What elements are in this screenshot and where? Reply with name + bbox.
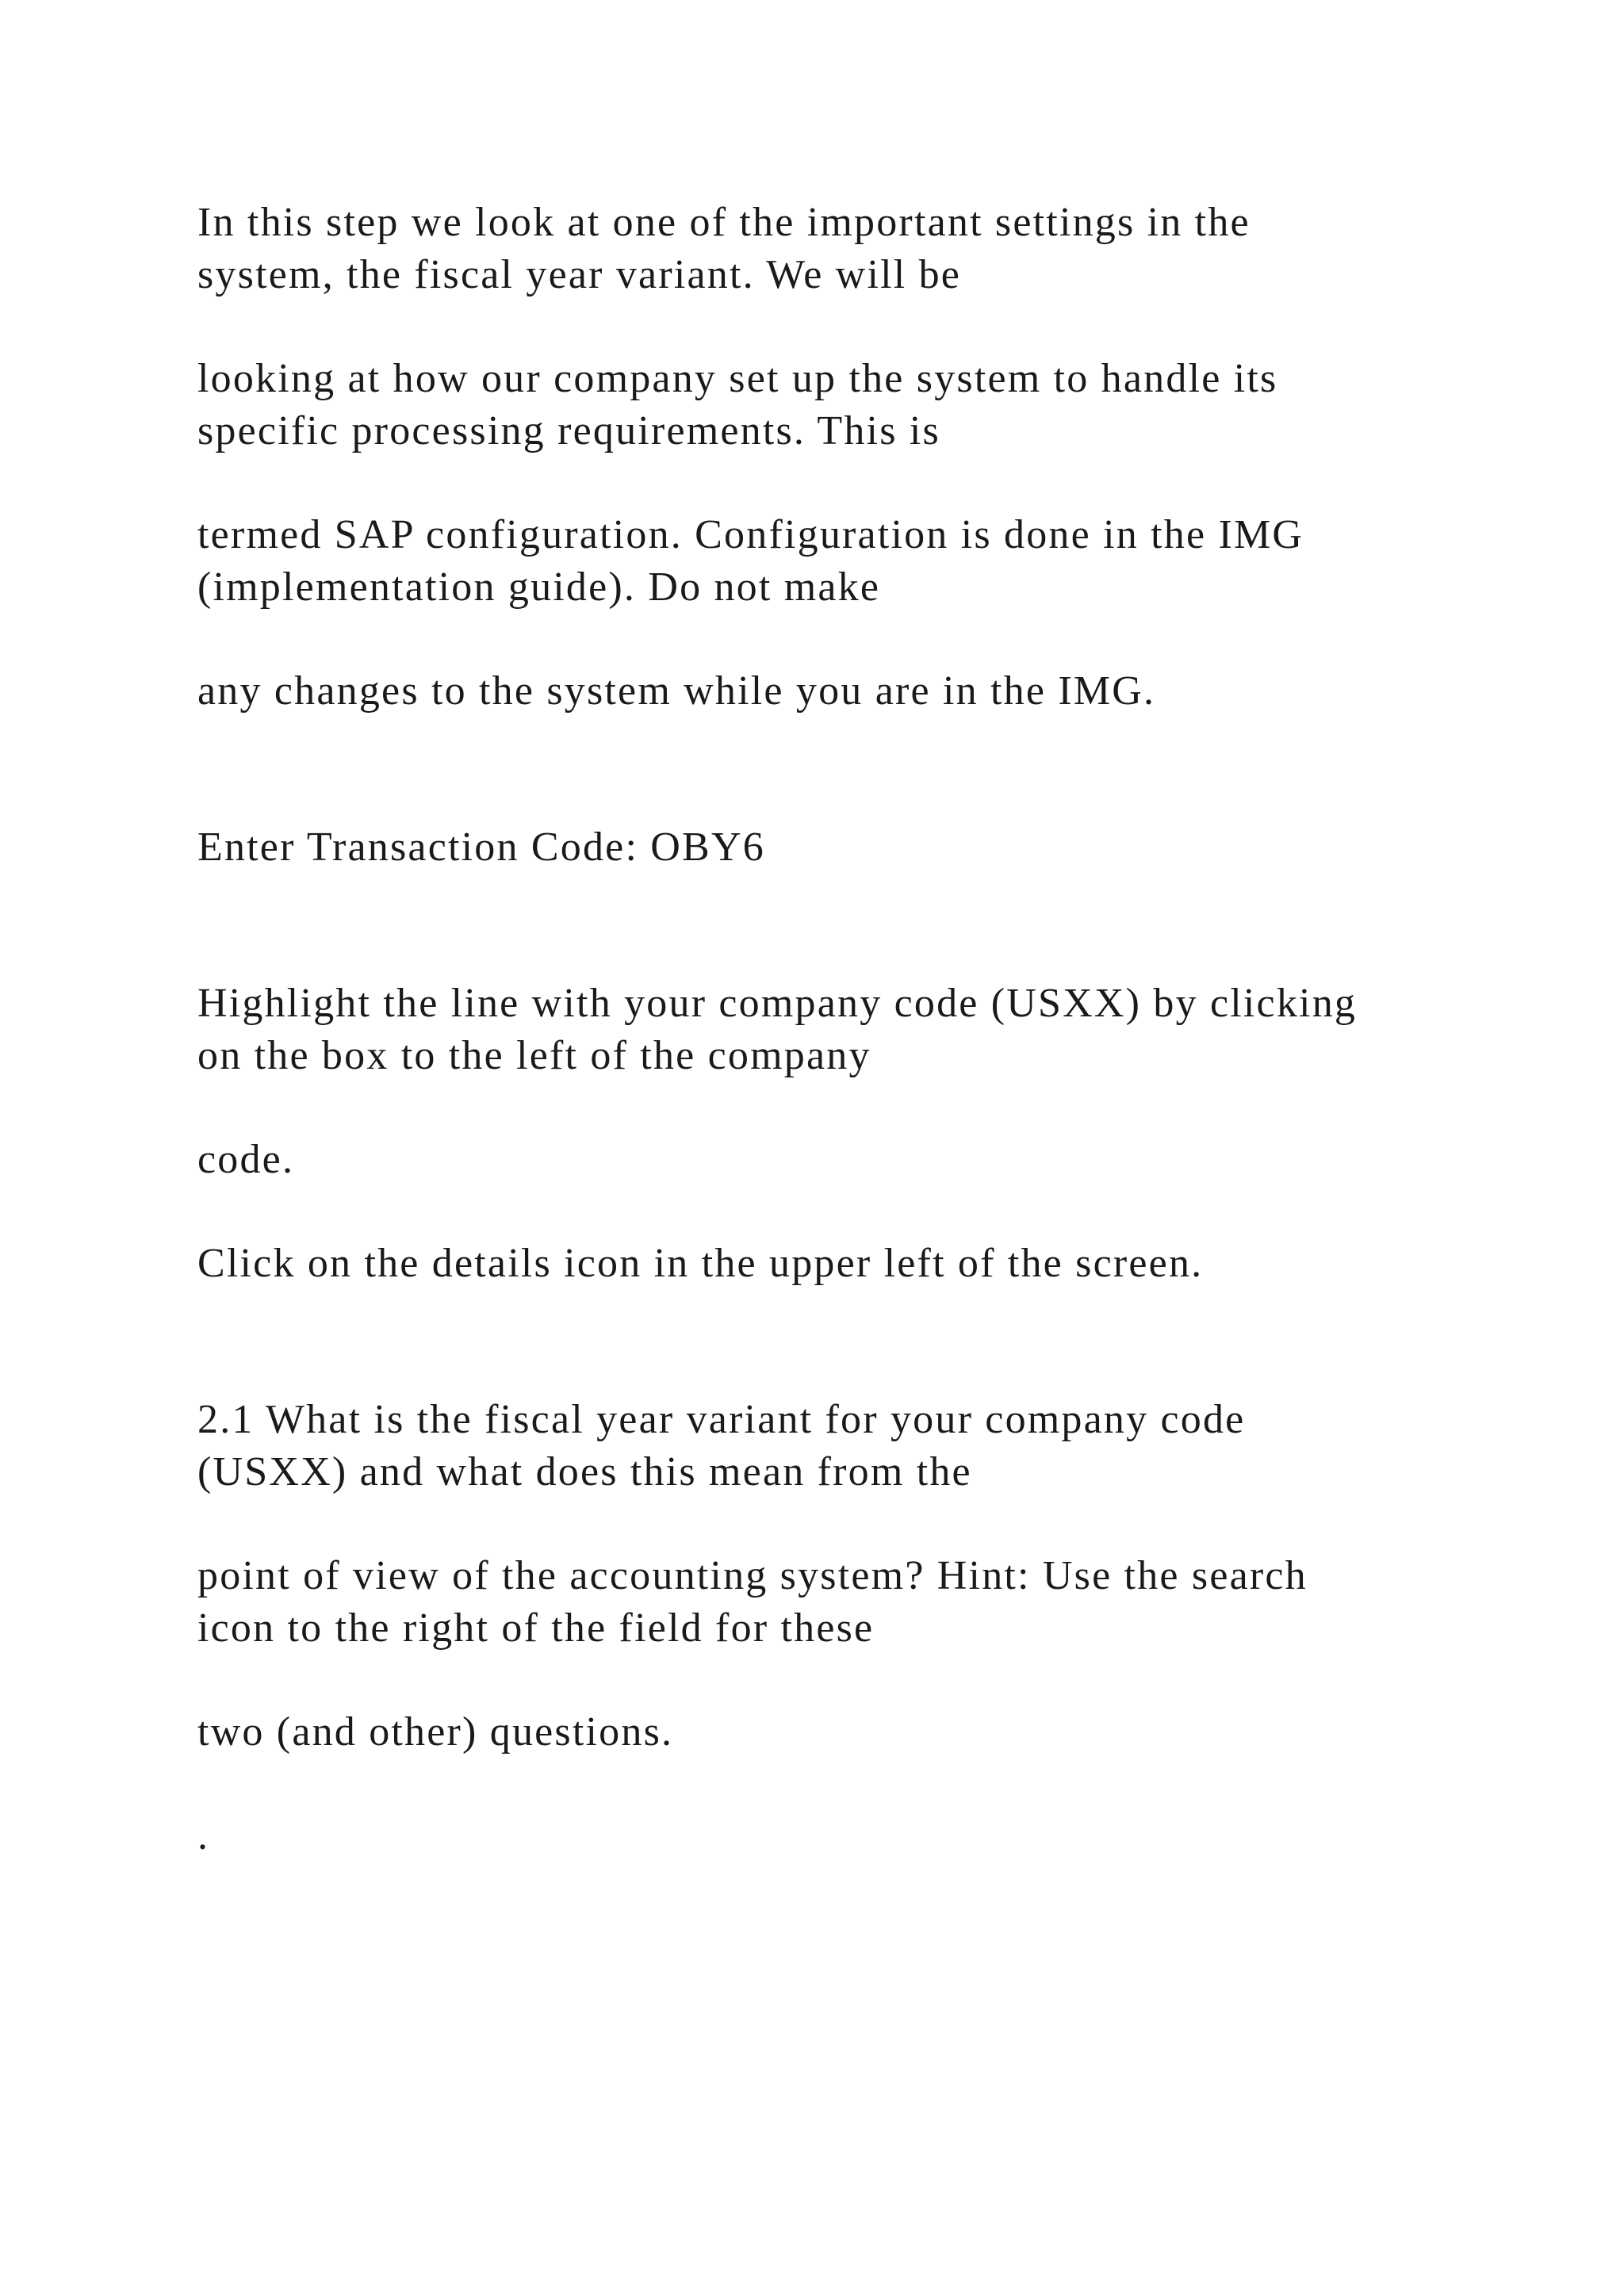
text-line-10: on the box to the left of the company xyxy=(197,1033,871,1078)
text-line-12: Click on the details icon in the upper left of the screen. xyxy=(197,1241,1204,1286)
text-line-15: point of view of the accounting system? Hint: Use the search xyxy=(197,1553,1308,1598)
text-line-18: . xyxy=(197,1813,210,1858)
text-line-16: icon to the right of the field for these xyxy=(197,1605,875,1651)
text-line-8: Enter Transaction Code: OBY6 xyxy=(197,825,765,870)
text-line-6: (implementation guide). Do not make xyxy=(197,564,881,610)
text-line-14: (USXX) and what does this mean from the xyxy=(197,1449,972,1494)
text-line-3: looking at how our company set up the system to handle its xyxy=(197,356,1278,401)
text-line-4: specific processing requirements. This is xyxy=(197,408,940,453)
text-line-13: 2.1 What is the fiscal year variant for your company code xyxy=(197,1397,1246,1442)
text-line-2: system, the fiscal year variant. We will be xyxy=(197,252,962,297)
text-line-7: any changes to the system while you are in the IMG. xyxy=(197,668,1156,714)
text-line-11: code. xyxy=(197,1137,295,1182)
text-line-17: two (and other) questions. xyxy=(197,1709,674,1755)
text-line-5: termed SAP configuration. Configuration is done in the IMG xyxy=(197,512,1304,557)
text-line-1: In this step we look at one of the important settings in the xyxy=(197,200,1251,245)
text-line-9: Highlight the line with your company code (USXX) by clicking xyxy=(197,981,1358,1026)
